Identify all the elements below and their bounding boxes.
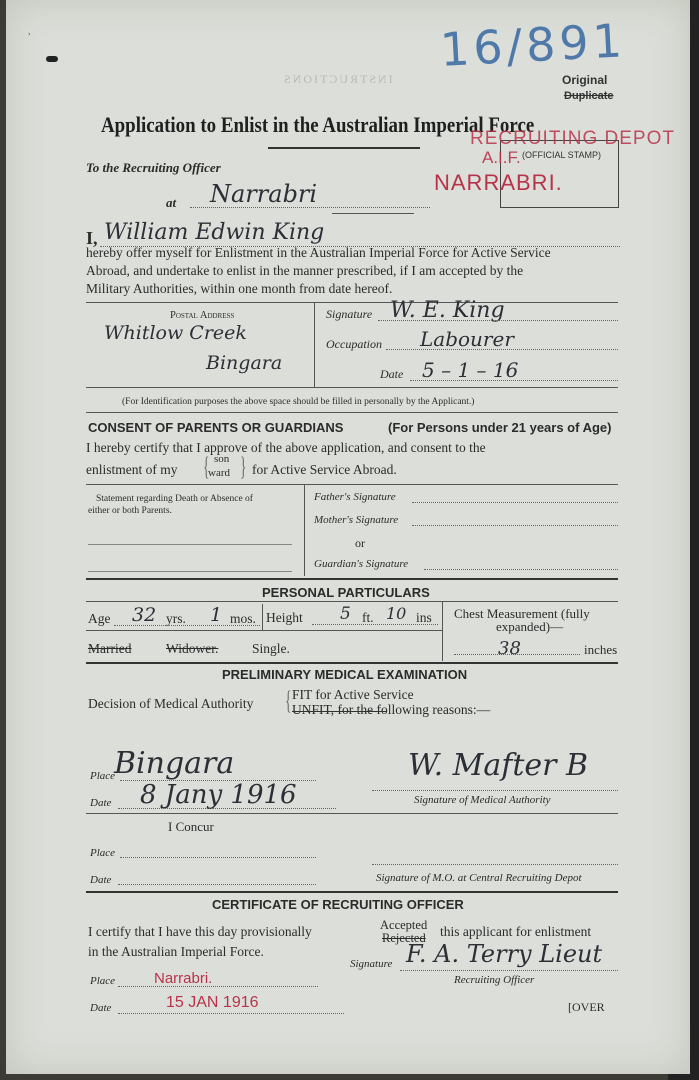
concur-rule [86, 813, 618, 814]
certificate-heading: CERTIFICATE OF RECRUITING OFFICER [212, 897, 464, 912]
certificate-signature-line [400, 970, 618, 971]
offer-text-line1: hereby offer myself for Enlistment in the Australian Imperial Force for Active Service [86, 245, 551, 260]
chest-line [454, 654, 580, 655]
mo-signature-line [372, 864, 618, 865]
certificate-rejected: Rejected [382, 931, 426, 945]
father-signature-line [412, 502, 618, 503]
postal-address-label: Postal Address [170, 310, 235, 321]
certificate-signature-value: F. A. Terry Lieut [406, 940, 603, 968]
signature-label: Signature [326, 307, 373, 321]
consent-box-top [86, 484, 618, 485]
occupation-value: Labourer [420, 327, 514, 351]
consent-ward: ward [208, 467, 230, 479]
date-line [410, 380, 618, 381]
stamp-line-narrabri: NARRABRI. [434, 170, 563, 195]
consent-certify-prefix: enlistment of my [86, 462, 178, 477]
statement-label-line1: Statement regarding Death or Absence of [96, 494, 253, 504]
feet-label: ft. [362, 610, 374, 625]
decision-label: Decision of Medical Authority [88, 696, 254, 711]
height-line [312, 624, 438, 625]
address-divider [314, 302, 315, 387]
medical-top-rule [86, 662, 618, 664]
certificate-date-line [118, 1013, 344, 1014]
age-line [114, 625, 260, 626]
form-number: 16/891 [438, 13, 628, 77]
over-label: [OVER [568, 1000, 605, 1014]
consent-heading-note: (For Persons under 21 years of Age) [388, 420, 612, 435]
personal-mid-rule [86, 630, 442, 631]
punch-hole-mark [46, 56, 58, 62]
inches-label-height: ins [416, 610, 432, 625]
consent-son: son [214, 453, 230, 465]
medical-date2-line [118, 884, 316, 885]
consent-divider [304, 484, 305, 576]
fit-label: FIT for Active Service [292, 687, 414, 702]
medical-signature-line [372, 790, 618, 791]
personal-top-rule [86, 578, 618, 580]
personal-rule [86, 601, 618, 602]
postal-address-line1: Whitlow Creek [104, 322, 247, 344]
certificate-date-value: 15 JAN 1916 [166, 994, 259, 1011]
offer-text-line3: Military Authorities, within one month from date hereof. [86, 281, 393, 296]
medical-heading: PRELIMINARY MEDICAL EXAMINATION [222, 667, 468, 682]
signature-line [378, 320, 618, 321]
certificate-top-rule [86, 891, 618, 893]
i-label: I, [86, 228, 98, 248]
medical-place2-line [120, 857, 316, 858]
mother-signature-label: Mother's Signature [314, 514, 399, 526]
medical-signature-value: W. Mafter B [408, 748, 589, 783]
applicant-name: William Edwin King [104, 220, 325, 245]
certificate-signature-label: Signature [350, 958, 393, 970]
pencil-mark: , [28, 26, 31, 37]
mother-signature-line [412, 525, 618, 526]
address-bottom-rule [86, 387, 618, 388]
father-signature-label: Father's Signature [314, 491, 396, 503]
height-feet-value: 5 [340, 604, 351, 624]
stamp-line-depot: RECRUITING DEPOT [470, 128, 675, 149]
at-label: at [166, 195, 177, 210]
consent-heading: CONSENT OF PARENTS OR GUARDIANS [88, 420, 344, 435]
statement-label-line2: either or both Parents. [88, 506, 172, 516]
guardian-signature-line [424, 569, 618, 570]
certificate-place-value: Narrabri. [154, 970, 213, 987]
stamp-official-label: (OFFICIAL STAMP) [522, 150, 602, 160]
stamp-line-aif: A.I.F. [482, 148, 521, 167]
guardian-signature-label: Guardian's Signature [314, 558, 409, 570]
medical-place2-label: Place [90, 847, 116, 859]
address-top-rule [86, 302, 618, 303]
medical-place-value: Bingara [114, 746, 235, 781]
chest-inches-label: inches [584, 642, 618, 657]
offer-text-line2: Abroad, and undertake to enlist in the manner prescribed, if I am accepted by the [86, 263, 524, 278]
widower-label: Widower. [166, 641, 219, 656]
to-officer-label: To the Recruiting Officer [86, 160, 221, 175]
identification-note: (For Identification purposes the above space should be filled in personally by the Applicant.) [122, 397, 475, 407]
mirrored-instructions-bleed: INSTRUCTIONS [282, 72, 393, 86]
occupation-label: Occupation [326, 337, 382, 351]
medical-date2-label: Date [90, 874, 112, 886]
age-label: Age [88, 611, 111, 626]
months-label: mos. [230, 611, 256, 626]
at-value: Narrabri [210, 180, 318, 208]
single-label: Single. [252, 641, 290, 656]
date-label: Date [380, 367, 404, 381]
recruiting-officer-label: Recruiting Officer [454, 974, 535, 986]
consent-brace: { [203, 452, 210, 481]
consent-brace-close: } [240, 452, 247, 481]
signature-value: W. E. King [390, 298, 505, 323]
title-rule [268, 147, 420, 149]
statement-line-a [88, 544, 292, 545]
consent-certify-suffix: for Active Service Abroad. [252, 462, 397, 477]
occupation-line [386, 349, 618, 350]
years-label: yrs. [166, 611, 186, 626]
form-title: Application to Enlist in the Australian Imperial Force [101, 112, 535, 137]
certificate-line2: in the Australian Imperial Force. [88, 944, 264, 959]
or-label: or [355, 536, 365, 550]
postal-address-line2: Bingara [206, 352, 283, 374]
chest-value: 38 [498, 638, 521, 659]
certificate-accepted: Accepted [380, 918, 428, 932]
medical-signature-label: Signature of Medical Authority [414, 794, 551, 806]
medical-place-label: Place [90, 770, 116, 782]
mo-signature-label: Signature of M.O. at Central Recruiting Depot [376, 872, 582, 884]
height-inches-value: 10 [386, 604, 407, 623]
unfit-strike [292, 711, 386, 712]
decision-brace: { [285, 686, 292, 715]
unfit-label: UNFIT, for the following reasons:— [292, 702, 491, 717]
statement-line-b [88, 571, 292, 572]
married-label: Married [88, 641, 132, 656]
certificate-place-line [118, 986, 318, 987]
at-underline [332, 213, 414, 214]
certificate-date-label: Date [90, 1002, 112, 1014]
certificate-place-label: Place [90, 975, 116, 987]
personal-divider-1 [262, 604, 263, 630]
height-label: Height [266, 610, 303, 625]
concur-label: I Concur [168, 819, 214, 834]
original-label: Original [562, 73, 608, 87]
duplicate-label: Duplicate [564, 90, 614, 102]
medical-date-line [118, 808, 336, 809]
date-value: 5 – 1 – 16 [422, 358, 519, 382]
chest-label-line1: Chest Measurement (fully [454, 606, 590, 621]
personal-heading: PERSONAL PARTICULARS [262, 585, 430, 600]
medical-date-label: Date [90, 797, 112, 809]
certificate-line1-prefix: I certify that I have this day provisionally [88, 924, 312, 939]
at-line [190, 207, 430, 208]
medical-date-value: 8 Jany 1916 [140, 780, 297, 810]
chest-label-line2: expanded)— [496, 619, 564, 634]
personal-divider-2 [442, 601, 443, 661]
age-months-value: 1 [210, 604, 223, 626]
consent-top-rule [86, 412, 618, 413]
age-years-value: 32 [132, 604, 157, 626]
certificate-line1-suffix: this applicant for enlistment [440, 924, 592, 939]
consent-certify-line1: I hereby certify that I approve of the above application, and consent to the [86, 440, 486, 455]
